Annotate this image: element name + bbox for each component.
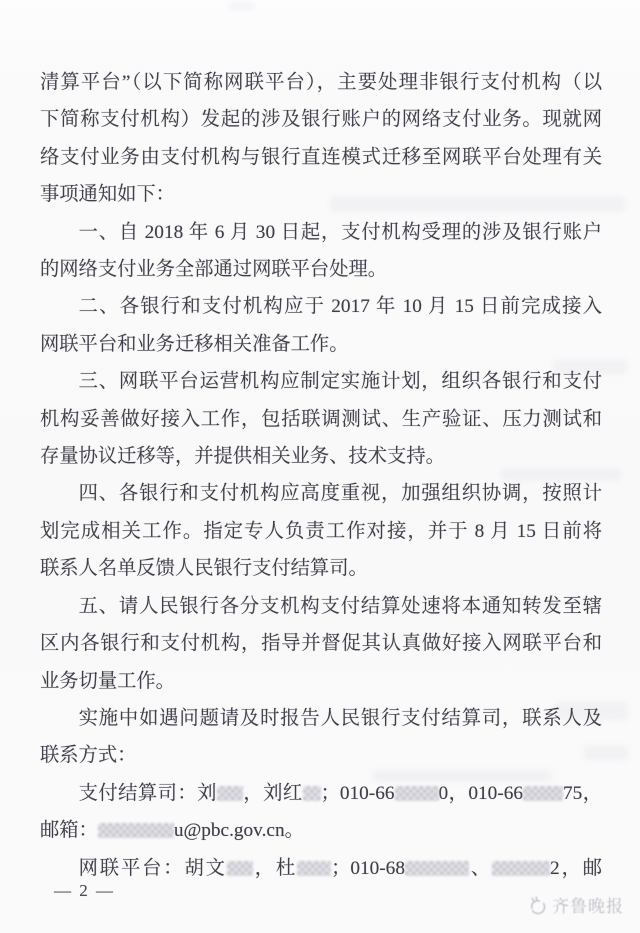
text-line bbox=[40, 176, 602, 213]
text-segment: 联系人名单反馈人民银行支付结算司。 bbox=[40, 558, 368, 580]
text-line bbox=[40, 438, 602, 475]
paragraph bbox=[40, 363, 602, 475]
redacted-text bbox=[395, 786, 439, 801]
text-line bbox=[40, 625, 602, 662]
text-segment: 网联平台和业务迁移相关准备工作。 bbox=[40, 333, 349, 355]
paragraph bbox=[40, 588, 602, 700]
text-segment: 区内各银行和支付机构，指导并督促其认真做好接入网联平台和 bbox=[40, 633, 602, 655]
text-segment: 0，010-66 bbox=[438, 782, 523, 804]
paragraph bbox=[40, 700, 602, 775]
text-segment: 实施中如遇问题请及时报告人民银行支付结算司，联系人及 bbox=[78, 707, 602, 729]
text-segment: 邮箱： bbox=[40, 820, 98, 842]
scan-artifact bbox=[228, 2, 254, 10]
text-segment: 三、网联平台运营机构应制定实施计划，组织各银行和支付 bbox=[78, 371, 602, 393]
text-segment: 存量协议迁移等，并提供相关业务、技术支持。 bbox=[40, 446, 445, 468]
redacted-text bbox=[303, 786, 321, 801]
text-segment: 业务切量工作。 bbox=[40, 670, 175, 692]
text-segment: 75， bbox=[563, 782, 603, 804]
text-segment: 网联平台：胡文 bbox=[78, 857, 227, 879]
text-segment: ，刘红 bbox=[242, 782, 303, 804]
paragraph bbox=[40, 850, 602, 887]
redacted-text bbox=[227, 861, 253, 876]
text-line bbox=[40, 139, 602, 176]
text-line bbox=[40, 101, 602, 138]
page-number: — 2 — bbox=[54, 881, 115, 900]
redacted-text bbox=[98, 823, 174, 838]
watermark-label: 齐鲁晚报 bbox=[552, 897, 624, 916]
redacted-text bbox=[297, 861, 331, 876]
text-line bbox=[40, 64, 602, 101]
paragraph bbox=[40, 475, 602, 587]
text-line bbox=[40, 588, 602, 625]
text-segment: u@pbc.gov.cn。 bbox=[173, 820, 304, 842]
text-segment: ；010-66 bbox=[320, 782, 395, 804]
redacted-text bbox=[405, 861, 469, 876]
text-line bbox=[40, 550, 602, 587]
text-segment: 划完成相关工作。指定专人负责工作对接，并于 8 月 15 日前将 bbox=[40, 520, 602, 542]
text-segment: 络支付业务由支付机构与银行直连模式迁移至网联平台处理有关 bbox=[40, 146, 602, 168]
redacted-text bbox=[523, 786, 563, 801]
text-line bbox=[40, 850, 602, 887]
text-segment: 二、各银行和支付机构应于 2017 年 10 月 15 日前完成接入 bbox=[78, 296, 602, 318]
text-line bbox=[40, 401, 602, 438]
qilu-evening-news-watermark bbox=[528, 892, 624, 917]
redacted-text bbox=[492, 861, 550, 876]
text-segment: 2，邮 bbox=[550, 857, 603, 879]
text-segment: 的网络支付业务全部通过网联平台处理。 bbox=[40, 259, 388, 281]
paragraph bbox=[40, 288, 602, 363]
text-line bbox=[40, 326, 602, 363]
text-line bbox=[40, 513, 602, 550]
text-segment: 机构妥善做好接入工作，包括联调测试、生产验证、压力测试和 bbox=[40, 408, 602, 430]
text-line bbox=[40, 775, 602, 812]
paragraph bbox=[40, 214, 602, 289]
text-line bbox=[40, 251, 602, 288]
text-line bbox=[40, 812, 602, 849]
text-line bbox=[40, 475, 602, 512]
text-line bbox=[40, 363, 602, 400]
text-segment: 清算平台”（以下简称网联平台），主要处理非银行支付机构（以 bbox=[40, 72, 602, 93]
text-segment: 下简称支付机构）发起的涉及银行账户的网络支付业务。现就网 bbox=[40, 109, 602, 131]
qilu-logo-icon bbox=[528, 895, 548, 915]
text-line bbox=[40, 737, 602, 774]
text-line bbox=[40, 288, 602, 325]
text-segment: ；010-68 bbox=[331, 857, 405, 879]
text-segment: 五、请人民银行各分支机构支付结算处速将本通知转发至辖 bbox=[78, 595, 602, 617]
paragraph bbox=[40, 775, 602, 850]
text-segment: 、 bbox=[468, 857, 493, 879]
document-body bbox=[40, 64, 602, 887]
redacted-text bbox=[217, 786, 243, 801]
paragraph bbox=[40, 64, 602, 214]
text-line bbox=[40, 663, 602, 700]
text-segment: 事项通知如下： bbox=[40, 184, 175, 206]
text-line bbox=[40, 214, 602, 251]
text-line bbox=[40, 700, 602, 737]
text-segment: 四、各银行和支付机构应高度重视，加强组织协调，按照计 bbox=[78, 483, 602, 505]
text-segment: 一、自 2018 年 6 月 30 日起，支付机构受理的涉及银行账户 bbox=[78, 221, 602, 243]
text-segment: 联系方式： bbox=[40, 745, 137, 767]
text-segment: ，杜 bbox=[252, 857, 298, 879]
text-segment: 支付结算司：刘 bbox=[78, 782, 217, 804]
